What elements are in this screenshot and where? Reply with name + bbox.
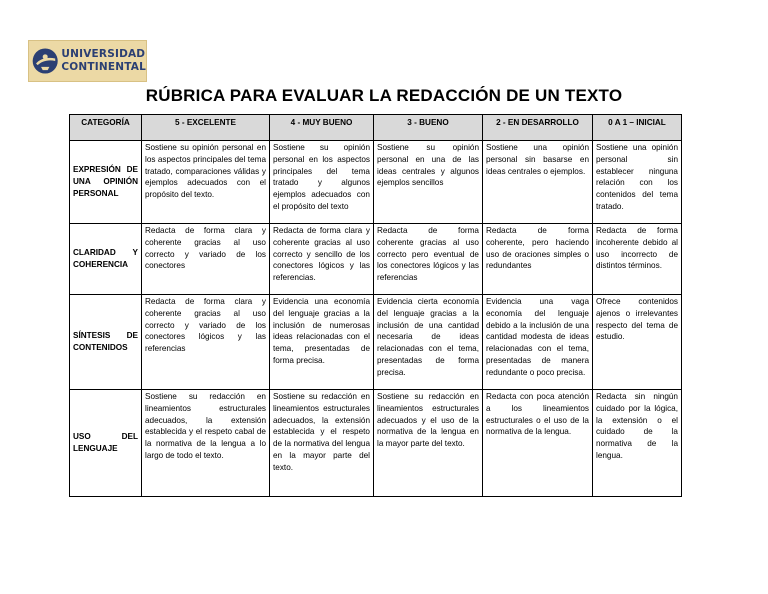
university-emblem-icon: [31, 44, 59, 78]
table-row: [70, 390, 682, 497]
table-cell: Sostiene su opinión personal en una de las ideas centrales y algunos ejemplos sencillos: [374, 141, 483, 224]
university-logo: [28, 40, 147, 82]
page-title: RÚBRICA PARA EVALUAR LA REDACCIÓN DE UN TEXTO: [145, 86, 623, 105]
header-en-desarrollo: 2 - EN DESARROLLO: [483, 115, 593, 141]
header-excelente: 5 - EXCELENTE: [142, 115, 270, 141]
table-cell: Sostiene una opinión personal sin establecer ninguna relación con los contenidos del tema tratado.: [593, 141, 682, 224]
table-cell: Ofrece contenidos ajenos o irrelevantes respecto del tema de estudio.: [593, 295, 682, 390]
logo-line-2: CONTINENTAL: [61, 61, 146, 73]
row-category: CLARIDAD Y COHERENCIA: [70, 224, 142, 295]
row-category: EXPRESIÓN DE UNA OPINIÓN PERSONAL: [70, 141, 142, 224]
table-cell: Sostiene su redacción en lineamientos estructurales adecuados, la extensión establecida y el respeto cabal de la normativa de la lengua a lo largo de todo el texto.: [142, 390, 270, 497]
row-category: SÍNTESIS DE CONTENIDOS: [70, 295, 142, 390]
table-cell: Redacta con poca atención a los lineamientos estructurales o el uso de la normativa de la lengua.: [483, 390, 593, 497]
table-header-row: [70, 115, 682, 141]
header-muy-bueno: 4 - MUY BUENO: [270, 115, 374, 141]
table-cell: Sostiene su redacción en lineamientos estructurales adecuados, la extensión establecida y el respeto de la normativa del lengua en la mayor parte del texto.: [270, 390, 374, 497]
table-cell: Redacta de forma clara y coherente gracias al uso correcto y variado de los conectores lógicos y las referencias: [142, 295, 270, 390]
table-cell: Evidencia una vaga economía del lenguaje debido a la inclusión de una cantidad modesta de ideas relacionadas con el tema, presentadas de manera redundante o poco precisa.: [483, 295, 593, 390]
header-categoria: CATEGORÍA: [70, 115, 142, 141]
table-cell: Redacta de forma clara y coherente gracias al uso correcto y sencillo de los conectores lógicos y las referencias.: [270, 224, 374, 295]
table-cell: Redacta sin ningún cuidado por la lógica, la extensión o el cuidado de la normativa de la lengua.: [593, 390, 682, 497]
table-cell: Redacta de forma coherente, pero haciendo uso de oraciones simples o redundantes: [483, 224, 593, 295]
table-cell: Redacta de forma coherente gracias al uso correcto pero eventual de los conectores lógicos y las referencias: [374, 224, 483, 295]
header-inicial: 0 A 1 – INICIAL: [593, 115, 682, 141]
header-bueno: 3 - BUENO: [374, 115, 483, 141]
table-cell: Sostiene una opinión personal sin basarse en ideas centrales o ejemplos.: [483, 141, 593, 224]
table-cell: Evidencia una economía del lenguaje gracias a la inclusión de numerosas ideas relacionadas con el tema, presentadas de forma precisa.: [270, 295, 374, 390]
table-row: [70, 224, 682, 295]
table-cell: Redacta de forma incoherente debido al uso incorrecto de distintos términos.: [593, 224, 682, 295]
table-cell: Sostiene su redacción en lineamientos estructurales adecuados y el uso de la normativa de la lengua en la mayor parte del texto.: [374, 390, 483, 497]
table-cell: Evidencia cierta economía del lenguaje gracias a la inclusión de una cantidad necesaria de ideas relacionadas con el tema, presentadas de forma precisa.: [374, 295, 483, 390]
rubric-table: [69, 114, 682, 497]
table-row: [70, 141, 682, 224]
table-cell: Sostiene su opinión personal en los aspectos principales del tema tratado y algunos ejemplos adecuados con el propósito del texto: [270, 141, 374, 224]
logo-line-1: UNIVERSIDAD: [61, 48, 146, 60]
row-category: USO DEL LENGUAJE: [70, 390, 142, 497]
table-cell: Redacta de forma clara y coherente gracias al uso correcto y variado de los conectores: [142, 224, 270, 295]
table-cell: Sostiene su opinión personal en los aspectos principales del tema tratado, comparaciones válidas y ejemplos adecuados con el propósito del texto.: [142, 141, 270, 224]
table-row: [70, 295, 682, 390]
